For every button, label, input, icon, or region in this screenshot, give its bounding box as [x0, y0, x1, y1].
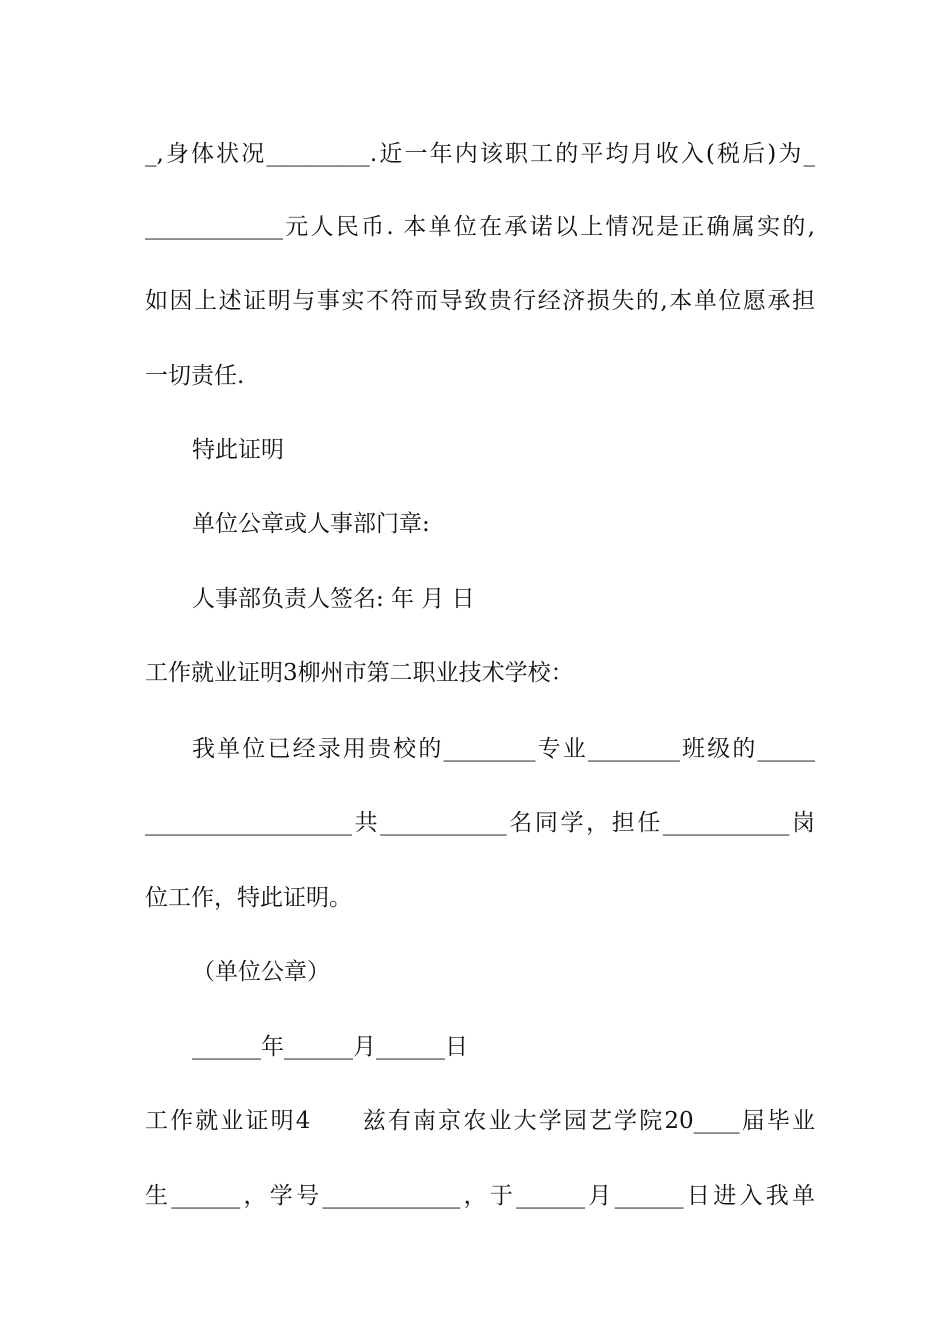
date-line: ______年______月______日: [192, 1034, 468, 1060]
text-line-2: ____________元人民币. 本单位在承诺以上情况是正确属实的,: [145, 214, 815, 240]
signature-line: 人事部负责人签名: 年 月 日: [192, 586, 475, 612]
text-line-15: 生______，学号____________，于______月______日进入我单: [145, 1183, 815, 1209]
text-line-4: 一切责任.: [145, 363, 245, 389]
seal-label: 单位公章或人事部门章:: [192, 511, 430, 537]
text-line-11: 位工作，特此证明。: [145, 885, 352, 911]
text-line-1: _,身体状况_________.近一年内该职工的平均月收入(税后)为_: [145, 141, 815, 167]
section-heading-4: 工作就业证明4 兹有南京农业大学园艺学院20____届毕业: [145, 1108, 815, 1134]
unit-seal-label: （单位公章）: [192, 959, 330, 985]
text-line-3: 如因上述证明与事实不符而导致贵行经济损失的,本单位愿承担: [145, 288, 815, 314]
text-line-9: 我单位已经录用贵校的________专业________班级的_____: [192, 736, 815, 762]
certification-statement: 特此证明: [192, 437, 284, 463]
text-line-10: __________________共___________名同学，担任___________岗: [145, 810, 815, 836]
section-heading-3: 工作就业证明3柳州市第二职业技术学校：: [145, 660, 574, 686]
